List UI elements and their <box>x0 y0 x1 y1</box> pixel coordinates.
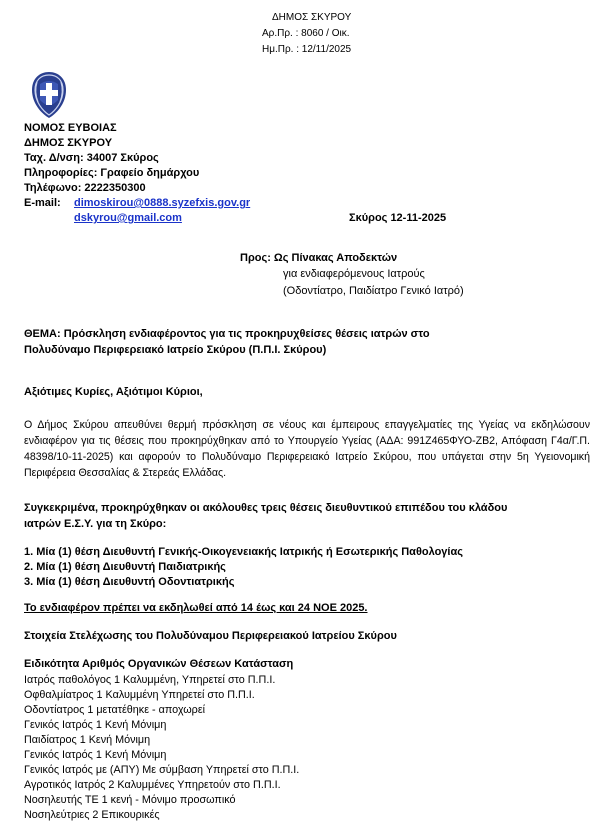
greeting: Αξιότιμες Κυρίες, Αξιότιμοι Κύριοι, <box>24 386 203 398</box>
position-item-3: 3. Μία (1) θέση Διευθυντή Οδοντιατρικής <box>24 576 235 588</box>
staffing-row: Οδοντίατρος 1 μετατέθηκε - αποχωρεί <box>24 704 206 716</box>
subject-line-2: Πολυδύναμο Περιφερειακό Ιατρείο Σκύρου (Π.Π.Ι. Σκύρου) <box>24 344 327 356</box>
sender-municipality: ΔΗΜΟΣ ΣΚΥΡΟΥ <box>24 137 113 149</box>
position-item-2: 2. Μία (1) θέση Διευθυντή Παιδιατρικής <box>24 561 226 573</box>
sender-address: Ταχ. Δ/νση: 34007 Σκύρος <box>24 152 159 164</box>
deadline-notice: Το ενδιαφέρον πρέπει να εκδηλωθεί από 14 έως και 24 ΝΟΕ 2025. <box>24 602 368 614</box>
staffing-row: Αγροτικός Ιατρός 2 Καλυμμένες Υπηρετούν στο Π.Π.Ι. <box>24 779 281 791</box>
protocol-number: Αρ.Πρ. : 8060 / Οικ. <box>262 28 350 39</box>
staffing-row: Νοσηλευτής ΤΕ 1 κενή - Μόνιμο προσωπικό <box>24 794 236 806</box>
staffing-row: Γενικός Ιατρός 1 Κενή Μόνιμη <box>24 719 167 731</box>
positions-intro-line-2: ιατρών Ε.Σ.Υ. για τη Σκύρο: <box>24 518 167 530</box>
sender-phone: Τηλέφωνο: 2222350300 <box>24 182 146 194</box>
staffing-row: Γενικός Ιατρός 1 Κενή Μόνιμη <box>24 749 167 761</box>
recipient-line-3: (Οδοντίατρο, Παιδίατρο Γενικό Ιατρό) <box>283 285 464 297</box>
subject-line-1: ΘΕΜΑ: Πρόσκληση ενδιαφέροντος για τις προκηρυχθείσες θέσεις ιατρών στο <box>24 328 430 340</box>
staffing-row: Παιδίατρος 1 Κενή Μόνιμη <box>24 734 151 746</box>
positions-intro-line-1: Συγκεκριμένα, προκηρύχθηκαν οι ακόλουθες τρεις θέσεις διευθυντικού επιπέδου του κλάδου <box>24 502 508 514</box>
staffing-row: Ιατρός παθολόγος 1 Καλυμμένη, Υπηρετεί στο Π.Π.Ι. <box>24 674 276 686</box>
header-municipality: ΔΗΜΟΣ ΣΚΥΡΟΥ <box>272 12 352 23</box>
staffing-row: Γενικός Ιατρός με (ΑΠΥ) Με σύμβαση Υπηρετεί στο Π.Π.Ι. <box>24 764 300 776</box>
staffing-row: Οφθαλμίατρος 1 Καλυμμένη Υπηρετεί στο Π.Π.Ι. <box>24 689 255 701</box>
staffing-row: Νοσηλεύτριες 2 Επικουρικές <box>24 809 160 821</box>
staffing-table-header: Ειδικότητα Αριθμός Οργανικών Θέσεων Κατάσταση <box>24 658 294 670</box>
recipient-line-2: για ενδιαφερόμενους Ιατρούς <box>283 268 425 280</box>
position-item-1: 1. Μία (1) θέση Διευθυντή Γενικής-Οικογενειακής Ιατρικής ή Εσωτερικής Παθολογίας <box>24 546 463 558</box>
body-paragraph: Ο Δήμος Σκύρου απευθύνει θερμή πρόσκληση σε νέους και έμπειρους επαγγελματίες της Υγείας να εκδηλώσουν ενδιαφέρον για τις θέσεις που προκηρύχθηκαν από το Υπουργείο Υγείας (ΑΔΑ: 991Ζ465ΦΥΟ-ΖΒ2, Απόφαση Γ4α/Γ.Π. 48398/10-11-2025) και αφορούν το Πολυδύναμο Περιφερειακό Ιατρείο Σκύρου, που υπάγεται στην 5η Υγειονομική Περιφέρεια Θεσσαλίας & Στερεάς Ελλάδας. <box>24 419 590 479</box>
sender-info: Πληροφορίες: Γραφείο δημάρχου <box>24 167 200 179</box>
email-label: E-mail: <box>24 197 61 209</box>
greek-emblem-icon <box>28 70 70 120</box>
email-link-secondary[interactable]: dskyrou@gmail.com <box>74 212 182 224</box>
email-link-primary[interactable]: dimoskirou@0888.syzefxis.gov.gr <box>74 197 251 209</box>
staffing-title: Στοιχεία Στελέχωσης του Πολυδύναμου Περιφερειακού Ιατρείου Σκύρου <box>24 630 397 642</box>
place-date: Σκύρος 12-11-2025 <box>349 212 447 224</box>
recipient-line-1: Προς: Ως Πίνακας Αποδεκτών <box>240 252 398 264</box>
sender-prefecture: ΝΟΜΟΣ ΕΥΒΟΙΑΣ <box>24 122 117 134</box>
protocol-date: Ημ.Πρ. : 12/11/2025 <box>262 44 352 55</box>
